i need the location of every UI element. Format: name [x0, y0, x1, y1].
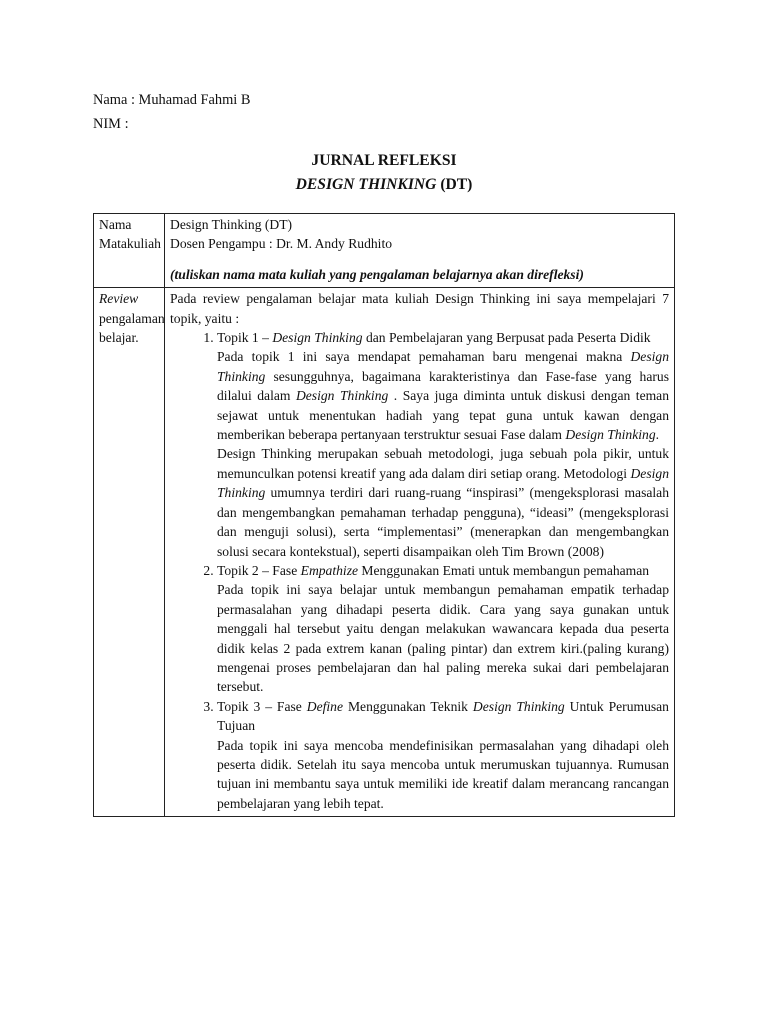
- topic-paragraph: Pada topik 1 ini saya mendapat pemahaman baru mengenai makna Design Thinking sesungguhnya, bagaimana karakteristinya dan Fase-fase yang harus dilalui dalam Design Thinking . Saya juga diminta untuk diskusi dengan teman sejawat untuk menentukan hadiah yang tepat guna untuk kawan dengan memberikan beberapa pertanyaan terstruktur sesuai Fase dalam Design Thinking.: [217, 349, 670, 443]
- lecturer-name: Dosen Pengampu : Dr. M. Andy Rudhito: [170, 236, 393, 252]
- title-line-2: DESIGN THINKING (DT): [295, 176, 473, 193]
- topic-item-1: [217, 328, 669, 561]
- document-title: [0, 149, 768, 197]
- student-nim: NIM :: [93, 116, 129, 132]
- review-content: [165, 288, 675, 817]
- student-info: [93, 88, 250, 136]
- topic-title: 3. Topik 3 – Fase Define Menggunakan Teknik Design Thinking Untuk Perumusan Tujuan: [217, 698, 669, 734]
- topic-paragraph: Pada topik ini saya mencoba mendefinisikan permasalahan yang dihadapi oleh peserta didik. Setelah itu saya mencoba untuk merumuskan tujuannya. Rumusan tujuan ini membantu saya untuk memiliki ide kreatif dalam merancang rancangan pembelajaran yang lebih tepat.: [217, 737, 669, 811]
- review-row: [94, 288, 675, 817]
- review-label: Review pengalaman belajar.: [94, 288, 165, 817]
- review-intro: Pada review pengalaman belajar mata kuliah Design Thinking ini saya mempelajari 7 topik, yaitu :: [170, 291, 669, 326]
- topic-title: 1. Topik 1 – Design Thinking dan Pembelajaran yang Berpusat pada Peserta Didik: [217, 330, 651, 346]
- course-row: [94, 214, 675, 288]
- course-name: Design Thinking (DT): [170, 217, 293, 232]
- topic-paragraph: Pada topik ini saya belajar untuk membangun pemahaman empatik terhadap permasalahan yang dihadapi peserta didik. Cara yang saya gunakan untuk menggali hal tersebut yaitu dengan melakukan wawancara kepada dua peserta didik kelas 2 pada extrem kanan (paling pintar) dan extrem kiri.(paling kurang) mengenai proses pembelajaran dan hal paling mereka sukai dari pembelajaran tersebut.: [217, 582, 669, 695]
- course-label: Nama Matakuliah: [94, 214, 165, 288]
- topic-item-2: [217, 561, 669, 697]
- reflection-table: [93, 213, 675, 817]
- topic-paragraph: Design Thinking merupakan sebuah metodologi, juga sebuah pola pikir, untuk memunculkan potensi kreatif yang ada dalam diri setiap orang. Metodologi Design Thinking umumnya terdiri dari ruang-ruang “inspirasi” (mengeksplorasi masalah dan mengembangkan pemahaman terhadap pengguna), “ideasi” (mengeksplorasi dan menguji solusi), serta “implementasi” (menerapkan dan mengembangkan solusi secara kontekstual), seperti disampaikan oleh Tim Brown (2008): [217, 446, 669, 559]
- topic-item-3: [217, 697, 669, 813]
- title-line-1: JURNAL REFLEKSI: [311, 152, 457, 169]
- course-info: [165, 214, 675, 288]
- student-name: Nama : Muhamad Fahmi B: [93, 92, 251, 108]
- topic-title: 2. Topik 2 – Fase Empathize Menggunakan Emati untuk membangun pemahaman: [217, 562, 650, 578]
- course-note: (tuliskan nama mata kuliah yang pengalaman belajarnya akan direfleksi): [170, 266, 584, 282]
- topic-list: [170, 328, 669, 813]
